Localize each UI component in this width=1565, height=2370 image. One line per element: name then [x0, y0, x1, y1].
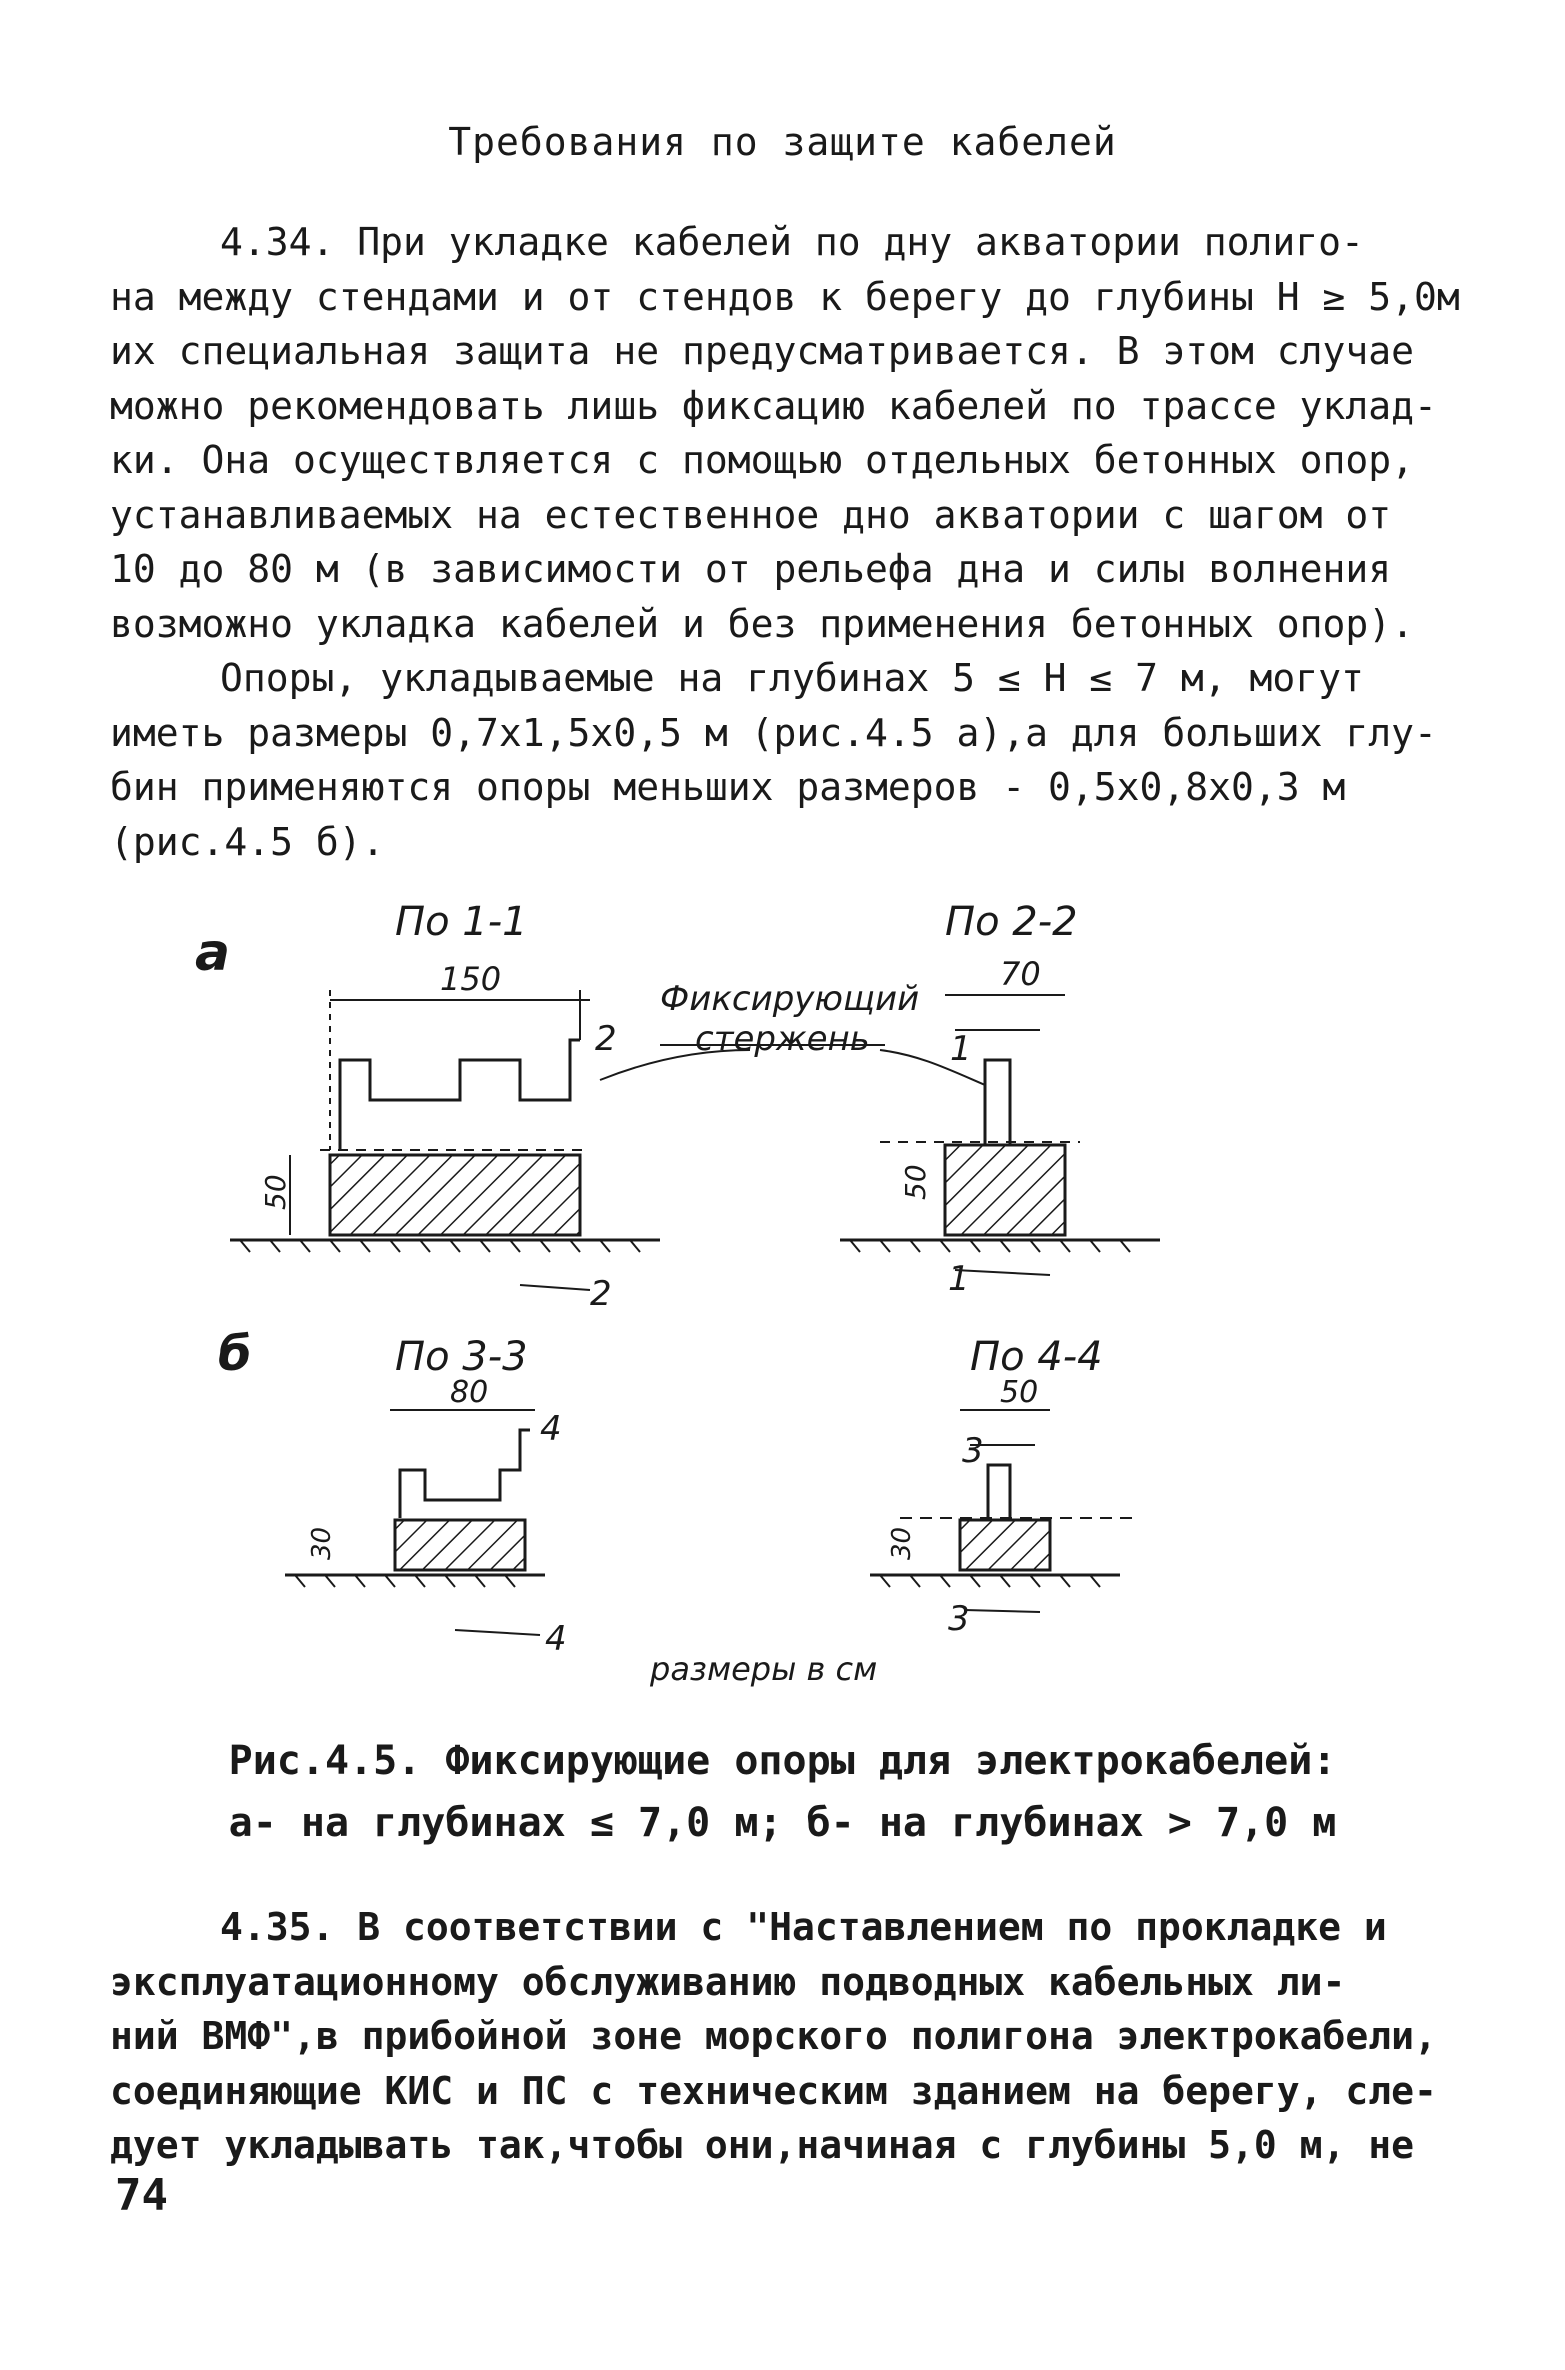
section-mark-3-bottom: 3	[948, 1599, 970, 1639]
section-arrow	[520, 1285, 590, 1290]
section-mark-4-bottom: 4	[545, 1619, 567, 1659]
text-line: Опоры, укладываемые на глубинах 5 ≤ H ≤ 7 м, могут	[220, 656, 1364, 700]
text-line: ний ВМФ",в прибойной зоне морского полигона электрокабели,	[110, 2014, 1437, 2058]
dim-30-b2: 30	[887, 1526, 917, 1560]
text-line: можно рекомендовать лишь фиксацию кабелей по трассе уклад-	[110, 383, 1437, 428]
figure-label-b: б	[218, 1326, 252, 1382]
section-arrow-bottom	[965, 1610, 1040, 1612]
text-line: 4.34. При укладке кабелей по дну акватории полиго-	[220, 220, 1364, 264]
text-line: ки. Она осуществляется с помощью отдельных бетонных опор,	[110, 438, 1415, 482]
section-mark-2-bottom: 2	[590, 1274, 612, 1314]
text-line: дует укладывать так,чтобы они,начиная с глубины 5,0 м, не	[110, 2123, 1415, 2167]
section-mark-4: 4	[540, 1409, 562, 1449]
units-note: размеры в см	[650, 1650, 878, 1688]
section-3-3-drawing	[285, 1375, 567, 1659]
figure-caption-line1: Рис.4.5. Фиксирующие опоры для электрокабелей:	[228, 1738, 1337, 1784]
section-arrow	[455, 1630, 540, 1635]
concrete-block-b-side	[960, 1520, 1050, 1570]
section-mark-1-bottom: 1	[948, 1259, 970, 1299]
text-line: возможно укладка кабелей и без применения бетонных опор).	[110, 601, 1415, 646]
ground-hatch	[295, 1575, 515, 1587]
ground-hatch	[240, 1240, 640, 1252]
text-line: их специальная защита не предусматривается. В этом случае	[110, 329, 1415, 373]
rod-outline	[340, 1040, 580, 1150]
section-1-1-title: По 1-1	[395, 899, 528, 945]
dim-50: 50	[899, 1164, 932, 1200]
section-mark-1: 1	[950, 1029, 972, 1069]
rod-side	[985, 1060, 1010, 1145]
concrete-block-b	[395, 1520, 525, 1570]
dim-70: 70	[1000, 955, 1041, 993]
dim-30-b: 30	[307, 1526, 337, 1560]
text-line: (рис.4.5 б).	[110, 819, 385, 864]
section-4-4-drawing	[870, 1375, 1140, 1639]
section-3-3-title: По 3-3	[395, 1334, 528, 1380]
text-line: соединяющие КИС и ПС с техническим зданием на берегу, сле-	[110, 2068, 1437, 2113]
dim-80: 80	[450, 1375, 489, 1410]
text-line: эксплуатационному обслуживанию подводных кабельных ли-	[110, 1959, 1346, 2004]
text-line: на между стендами и от стендов к берегу до глубины H ≥ 5,0м	[110, 274, 1460, 319]
text-line: бин применяются опоры меньших размеров - 0,5х0,8х0,3 м	[110, 765, 1346, 809]
dim-150: 150	[440, 960, 502, 998]
dim-50-height: 50	[259, 1174, 292, 1210]
concrete-block-a	[330, 1155, 580, 1235]
concrete-block-a-side	[945, 1145, 1065, 1235]
page-number: 74	[115, 2170, 168, 2221]
section-mark-2: 2	[595, 1019, 617, 1059]
section-1-1-drawing	[230, 960, 660, 1314]
figure-caption-line2: а- на глубинах ≤ 7,0 м; б- на глубинах > 7,0 м	[228, 1800, 1337, 1846]
rod-outline-b	[400, 1430, 530, 1518]
running-header: Требования по защите кабелей	[448, 120, 1117, 164]
text-line: устанавливаемых на естественное дно акватории с шагом от	[110, 492, 1392, 537]
text-line: иметь размеры 0,7х1,5х0,5 м (рис.4.5 а),а для больших глу-	[110, 710, 1437, 755]
section-4-4-title: По 4-4	[970, 1334, 1103, 1380]
text-line: 10 до 80 м (в зависимости от рельефа дна и силы волнения	[110, 547, 1392, 591]
section-2-2-title: По 2-2	[945, 899, 1078, 945]
text-line: 4.35. В соответствии с "Наставлением по прокладке и	[220, 1905, 1387, 1949]
ground-hatch	[850, 1240, 1130, 1252]
ground-hatch	[880, 1575, 1100, 1587]
rod-side-b	[988, 1465, 1010, 1520]
dim-50-b: 50	[1000, 1375, 1039, 1410]
rod-label-line2: стержень	[695, 1019, 870, 1059]
rod-label-line1: Фиксирующий	[660, 979, 920, 1019]
figure-label-a: а	[195, 923, 231, 983]
paragraph-4-35	[110, 1900, 1437, 2173]
section-mark-3: 3	[962, 1431, 984, 1471]
